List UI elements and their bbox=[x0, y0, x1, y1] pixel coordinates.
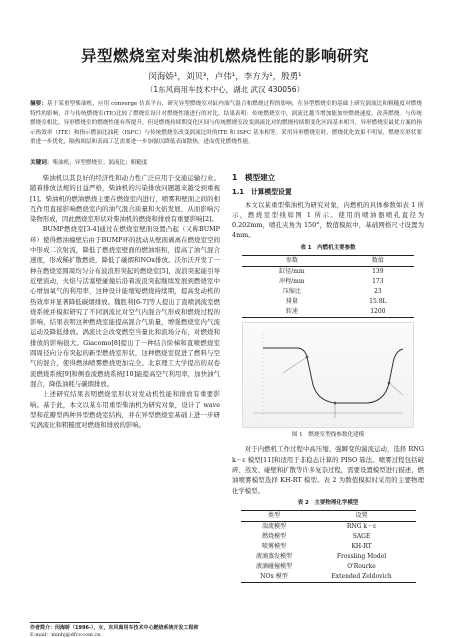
table1-caption: 表 1 内燃机主要参数 bbox=[232, 243, 424, 253]
abstract-text: 基于某重型柴油机，应用 converge 仿真平台，研究异型燃烧室对缸内油气混合和燃烧过程的影响。在异型燃烧室的基础上研究涡流比和粗糙度对燃烧特性的影响，并与传统燃烧室(TE)比较了燃烧室设计对燃烧性能进行的对比。结果表明：传统燃烧室中，涡流比越当增加能加快燃烧速度，改善燃烧。与传统燃烧室相比，异形燃烧室的燃烧性能有所提升，但是燃烧持续期变化区间与传统燃烧室改变涡流比对的燃烧持续期变化区间基本相当，异形燃烧室最优方案的指示热效率（ITE）和指示燃油比油耗（ISFC）与传统燃烧室改变涡流比时的ITE 和 ISFC 基本相等。采用异形燃烧室时，燃烧优化效果不明显，燃烧室形状要重进一步优化，隔热图层和表面工艺需要进一步加强以降低表面散热，进而优化燃烧性能。 bbox=[30, 101, 422, 145]
table-cell: 1200 bbox=[342, 307, 414, 318]
table-cell: Frossling Model bbox=[308, 552, 416, 562]
table-cell: 压缩比 bbox=[242, 287, 342, 297]
table-cell: 15.8L bbox=[342, 297, 414, 307]
table-header: 类型 bbox=[241, 511, 308, 522]
table-row bbox=[241, 572, 416, 583]
table-header: 数值 bbox=[342, 256, 414, 267]
engine-parameters-table bbox=[242, 255, 414, 318]
table-cell: Extended Zeldovich bbox=[308, 572, 416, 583]
subsection-heading: 1.1 计算模型设置 bbox=[232, 187, 424, 197]
table-row bbox=[241, 522, 416, 533]
table-cell: RNG k－ε bbox=[308, 522, 416, 533]
table-row bbox=[242, 297, 414, 307]
author-bio: 作者简介：闵海娇（1996-），女，东风商用车技术中心燃烧系统开发工程师 bbox=[30, 625, 199, 632]
affiliation: （1东风商用车技术中心，湖北 武汉 430056） bbox=[0, 84, 450, 95]
intro-paragraph-2: BUMP燃烧室[3-4]通过在燃烧室壁面设置凸起（又称BUMP环）使得燃油撞壁后由于BUMP环的扰动从壁面剥离在燃烧室空间中形成二次射流，降低了燃烧室壁面的燃油堆积，提高了油气混合速度，形成稀扩散燃烧，降低了碳烟和NOx排放。沃尔沃开发了一种在燃烧室圆周均匀分布波浪形突起的燃烧室[5]，波浪突起能引导近壁流动，火焰与活塞壁碰撞后沿着波浪突起继续发展到燃烧室中心增加氧气的利用率，这种设计能缩短燃烧持续期，提高发动机的热效率并显著降低碳烟排放。魏胜利[6-7]等人提出了直喷涡流室燃烧系统并模拟研究了不同涡流比对空气内混合气形成和燃烧过程的影响，结果表明这种燃烧室能提高混合气质量，增强燃烧室内气流运动及降低排放。涡流比会改变燃空当量比和流场分布，对燃烧和排放的影响很大。Giacomo[8]提出了一种结合阶梯和直喷燃烧室圆周径向分布突起的新型燃烧室形状，这种燃烧室促进了燃料与空气的混合，使得燃油喷雾燃烧更加完全。北京理工大学提出的双卷流燃烧系统[9]和侧卷流燃烧系统[10]能提高空气利用率，加快油气混合，降低油耗与碳烟排放。 bbox=[30, 224, 220, 389]
body-paragraph-1: 本文以某重型柴油机为研究对象，内燃机的具体参数如表 1 所示，燃烧室型线如图 1 所示。使用的喷油器喷孔直径为 0.202mm，喷孔夹角为 150°，数值模拟中，基础网格尺寸设置为 4mm。 bbox=[232, 200, 424, 241]
table-cell: 139 bbox=[342, 267, 414, 278]
table-cell: 喷雾模型 bbox=[241, 542, 308, 552]
table-cell: SAGE bbox=[308, 532, 416, 542]
right-column bbox=[232, 173, 424, 583]
abstract-label: 摘要： bbox=[30, 101, 47, 107]
footnote-rule bbox=[30, 622, 140, 623]
table-cell: 排量 bbox=[242, 297, 342, 307]
table-cell: 湍流模型 bbox=[241, 522, 308, 533]
left-column bbox=[30, 173, 220, 430]
figure1-caption: 图 1 燃烧室型线参数化建模 bbox=[232, 430, 424, 440]
keywords bbox=[30, 159, 422, 168]
table-row bbox=[241, 542, 416, 552]
table-cell: KH-RT bbox=[308, 542, 416, 552]
table-header: 参数 bbox=[242, 256, 342, 267]
keywords-text: 柴油机；异型燃烧室；涡流比；粗糙度 bbox=[52, 160, 147, 166]
table-cell: 173 bbox=[342, 277, 414, 287]
table-cell: 23 bbox=[342, 287, 414, 297]
author-email: E-mail：minhj@dfcv.com.cn bbox=[30, 632, 199, 638]
intro-paragraph-3: 上述研究结果表明燃烧室形状对发动机性能和排放有重要影响。基于此，本文以某车用重型柴油机为研究对象，设计了 wave 型和花瓣型两种异型燃烧室结构，并在异型燃烧室基础上进一步研究涡流比和粗糙度对燃烧和排放的影响。 bbox=[30, 389, 220, 430]
paper-title: 异型燃烧室对柴油机燃烧性能的影响研究 bbox=[0, 44, 450, 66]
combustion-chamber-figure bbox=[242, 322, 414, 428]
table-cell: O'Rourke bbox=[308, 562, 416, 572]
intro-paragraph-1: 柴油机以其良好的经济性和动力性广泛应用于交通运输行业。随着排放法规的日益严格，柴油机的污染排放问题越来越受到重视[1]。柴油机的燃油燃烧主要在燃烧室内进行，喷雾和壁面之间的相互作用直接影响燃烧室内的油气混合质量和火焰发展，从而影响污染物形成，因此燃烧室形状对柴油机的燃烧和排放有重要影响[2]。 bbox=[30, 173, 220, 224]
table-row bbox=[241, 552, 416, 562]
table-header: 设置 bbox=[308, 511, 416, 522]
footnote bbox=[30, 625, 199, 638]
section-heading: 1 模型建立 bbox=[232, 173, 424, 183]
table-row bbox=[242, 287, 414, 297]
table-row bbox=[242, 277, 414, 287]
author-list: 闵海娇¹，刘贝³，卢伟¹，李方为¹，殷勇¹ bbox=[0, 70, 450, 82]
keywords-label: 关键词： bbox=[30, 160, 52, 166]
table-cell: 液滴碰撞模型 bbox=[241, 562, 308, 572]
table-row bbox=[241, 562, 416, 572]
body-paragraph-2: 对于内燃机工作过程中高压缩、强瞬变的湍流运动，选择 RNG k－ε 模型[11]和适用于非稳态计算的 PISO 算法。喷雾过程包括破碎、蒸发、碰壁和扩散等许多复杂过程，需要设置模型进行描述，燃油喷雾模型选择 KH-RT 模型。表 2 为数值模拟时采用的主要物理化学模型。 bbox=[232, 444, 424, 495]
table-cell: 液滴蒸发模型 bbox=[241, 552, 308, 562]
table-cell: NOx 模型 bbox=[241, 572, 308, 583]
table-row bbox=[242, 307, 414, 318]
abstract bbox=[30, 100, 422, 148]
physical-models-table bbox=[241, 510, 416, 583]
table-cell: 冲程/mm bbox=[242, 277, 342, 287]
table-row bbox=[242, 267, 414, 278]
table-cell: 转速 bbox=[242, 307, 342, 318]
table-cell: 燃烧模型 bbox=[241, 532, 308, 542]
chamber-profile-drawing bbox=[243, 323, 413, 427]
table-row bbox=[241, 532, 416, 542]
table2-caption: 表 2 主要物理化学模型 bbox=[232, 498, 424, 508]
table-cell: 缸径/mm bbox=[242, 267, 342, 278]
